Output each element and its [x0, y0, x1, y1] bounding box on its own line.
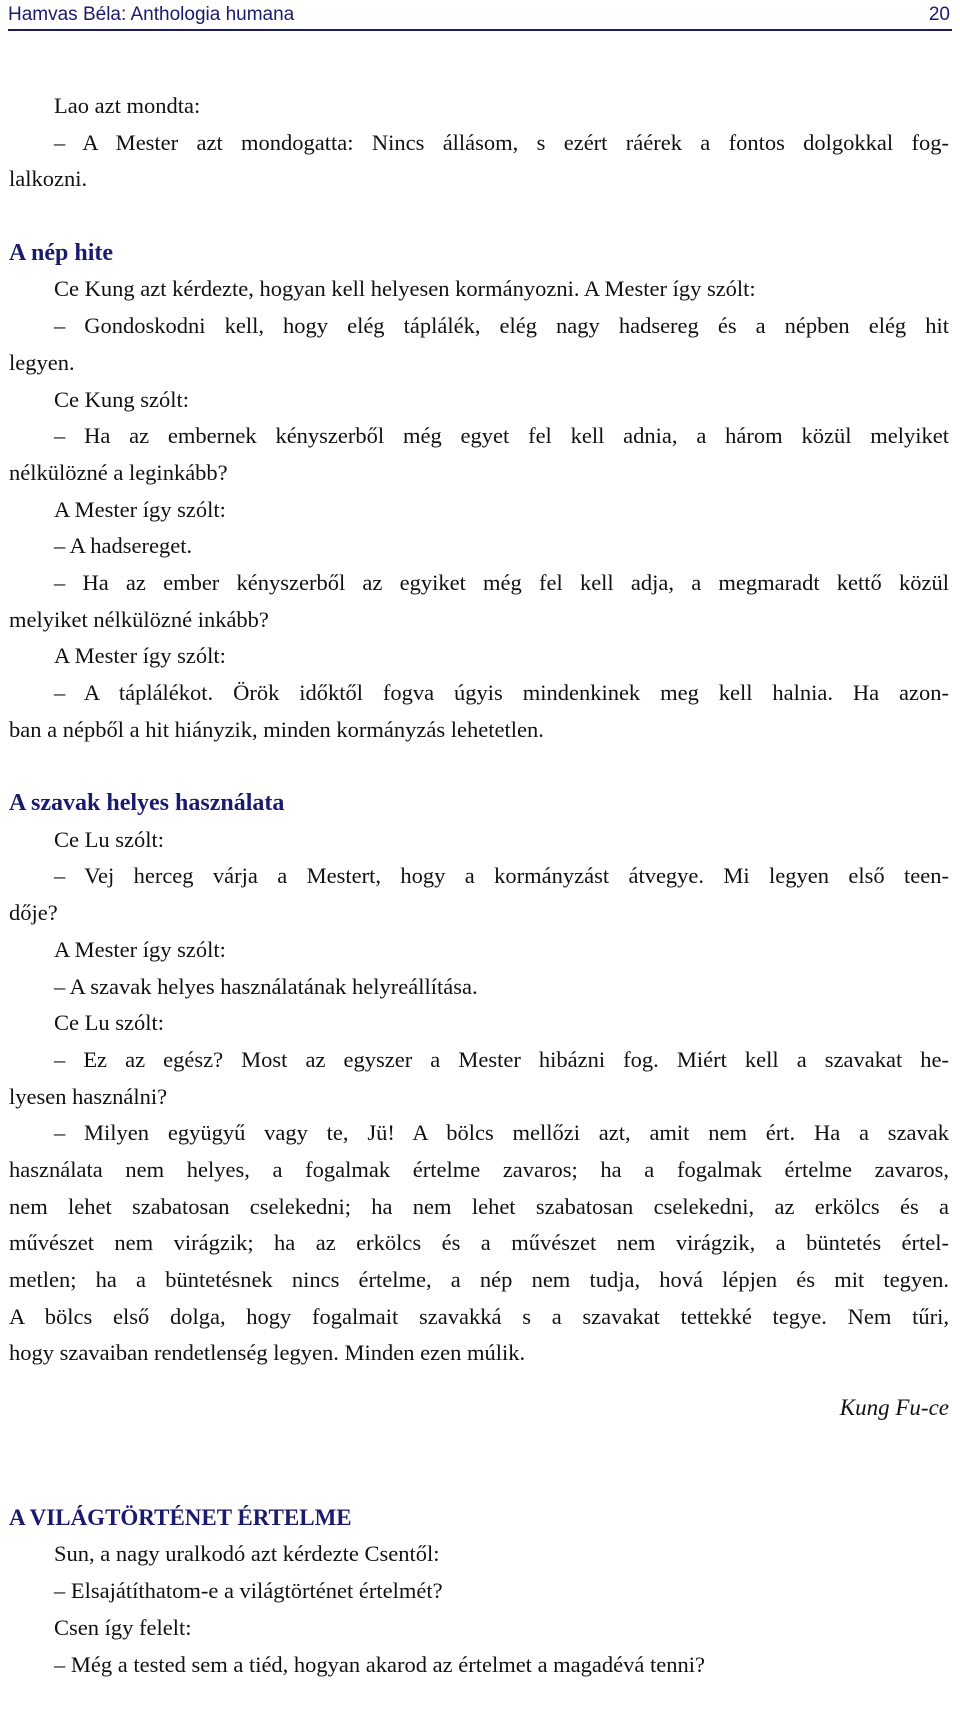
paragraph-line: – A szavak helyes használatának helyreállítása. — [54, 973, 478, 999]
paragraph-line: A Mester így szólt: — [54, 643, 226, 669]
paragraph-line: nem lehet szabatosan cselekedni; ha nem lehet szabatosan cselekedni, az erkölcs és a — [9, 1193, 949, 1219]
paragraph-line: Sun, a nagy uralkodó azt kérdezte Csentől: — [54, 1541, 440, 1567]
section-heading: A VILÁGTÖRTÉNET ÉRTELME — [9, 1504, 352, 1530]
paragraph-line: – A táplálékot. Örök időktől fogva úgyis mindenkinek meg kell halnia. Ha azon- — [54, 680, 949, 705]
paragraph-line: – Milyen együgyű vagy te, Jü! A bölcs mellőzi azt, amit nem ért. Ha a szavak — [54, 1120, 949, 1146]
running-title: Hamvas Béla: Anthologia humana — [8, 4, 295, 25]
paragraph-line: Lao azt mondta: — [54, 93, 201, 118]
paragraph-line: – Gondoskodni kell, hogy elég táplálék, elég nagy hadsereg és a népben elég hit — [54, 313, 949, 339]
paragraph-line: hogy szavaiban rendetlenség legyen. Minden ezen múlik. — [9, 1340, 526, 1366]
paragraph-line: metlen; ha a büntetésnek nincs értelme, a nép nem tudja, hová lépjen és mit tegyen. — [9, 1267, 949, 1292]
paragraph-line: dője? — [9, 900, 58, 926]
paragraph-line: ban a népből a hit hiányzik, minden kormányzás lehetetlen. — [9, 716, 544, 742]
paragraph-line: A bölcs első dolga, hogy fogalmait szavakká s a szavakat tettekké tegye. Nem tűri, — [9, 1303, 949, 1329]
paragraph-line: művészet nem virágzik; ha az erkölcs és a művészet nem virágzik, a büntetés értel- — [9, 1230, 949, 1256]
paragraph-line: legyen. — [9, 349, 75, 375]
paragraph-line: használata nem helyes, a fogalmak értelme zavaros; ha a fogalmak értelme zavaros, — [9, 1156, 949, 1182]
page-header — [8, 0, 952, 31]
section-nep-hite — [9, 235, 949, 749]
page-number: 20 — [928, 4, 950, 25]
paragraph-line: – Még a tested sem a tiéd, hogyan akarod az értelmet a magadévá tenni? — [54, 1651, 705, 1677]
paragraph-line: Csen így felelt: — [54, 1614, 192, 1640]
paragraph-line: A Mester így szólt: — [54, 496, 226, 522]
paragraph-line: A Mester így szólt: — [54, 936, 226, 962]
spacer — [9, 198, 949, 235]
section-heading: A nép hite — [9, 239, 114, 266]
paragraph-line: Ce Kung szólt: — [54, 386, 189, 412]
paragraph-line: – A hadsereget. — [54, 533, 193, 559]
paragraph-line: – Vej herceg várja a Mestert, hogy a kormányzást átvegye. Mi legyen első teen- — [54, 863, 949, 889]
paragraph-line: – Ha az ember kényszerből az egyiket még fel kell adja, a megmaradt kettő közül — [54, 569, 949, 595]
section-szavak — [9, 785, 949, 1427]
paragraph-line: lyesen használni? — [9, 1083, 168, 1109]
paragraph-line: Ce Lu szólt: — [54, 826, 164, 852]
page-content — [9, 88, 949, 1683]
paragraph-line: Ce Lu szólt: — [54, 1010, 164, 1036]
section-vilagtortenet — [9, 1500, 949, 1683]
section-lao — [9, 88, 949, 198]
paragraph-line: nélkülözné a leginkább? — [9, 459, 228, 485]
paragraph-line: – Ha az embernek kényszerből még egyet fel kell adnia, a három közül melyiket — [54, 423, 949, 449]
spacer — [9, 748, 949, 785]
paragraph-line: Ce Kung azt kérdezte, hogyan kell helyesen kormányozni. A Mester így szólt: — [54, 276, 756, 302]
paragraph-line: melyiket nélkülözné inkább? — [9, 606, 269, 632]
paragraph-line: lalkozni. — [9, 166, 88, 192]
paragraph-line: – Ez az egész? Most az egyszer a Mester hibázni fog. Miért kell a szavakat he- — [54, 1046, 949, 1072]
paragraph-line: – A Mester azt mondogatta: Nincs állásom, s ezért ráérek a fontos dolgokkal fog- — [54, 129, 949, 155]
section-heading: A szavak helyes használata — [9, 790, 285, 817]
spacer — [9, 1427, 949, 1500]
author-signature: Kung Fu-ce — [839, 1395, 949, 1421]
paragraph-line: – Elsajátíthatom-e a világtörténet értelmét? — [54, 1578, 443, 1604]
